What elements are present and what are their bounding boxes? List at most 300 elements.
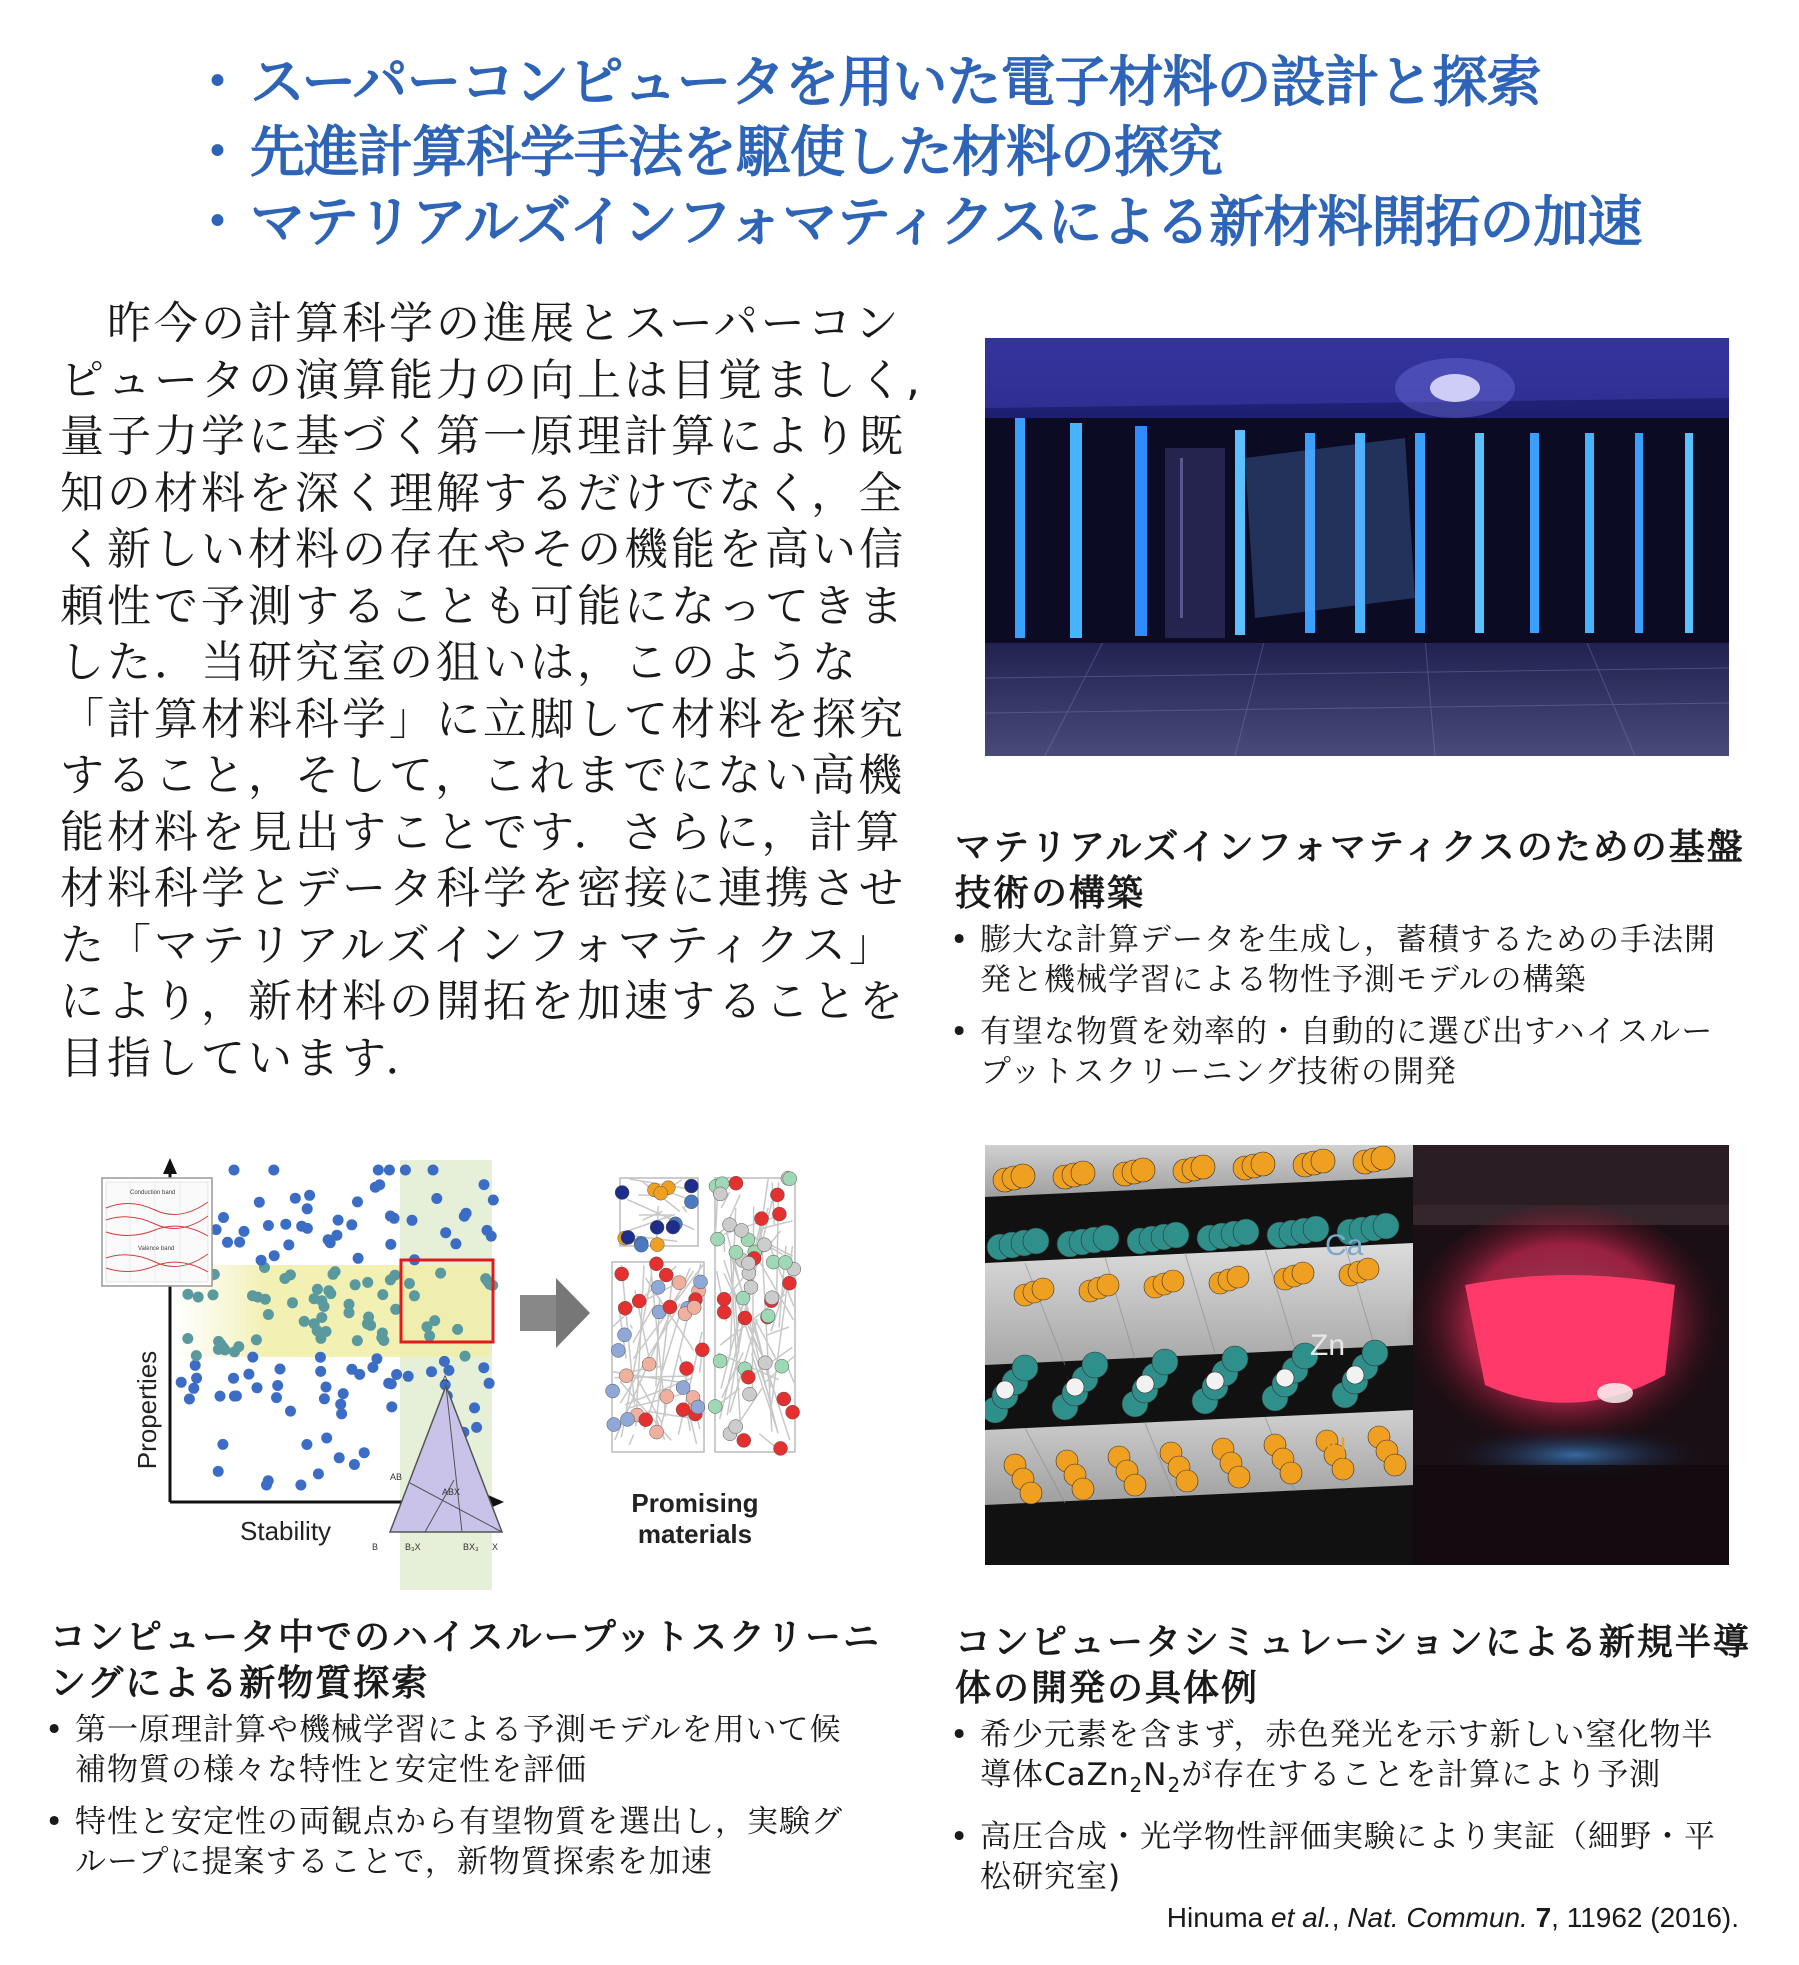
- section-title-line: 技術の構築: [955, 873, 1146, 914]
- list-item: [45, 1710, 905, 1790]
- ca-atom: [1012, 1355, 1038, 1381]
- scatter-point: [334, 1452, 345, 1463]
- scatter-point: [309, 1293, 320, 1304]
- section-title-line: マテリアルズインフォマティクスのための基盤: [955, 827, 1745, 868]
- scatter-point: [217, 1439, 228, 1450]
- n-atom: [1227, 1266, 1249, 1288]
- bullet-marker: •: [950, 1014, 970, 1050]
- scatter-point: [299, 1316, 310, 1327]
- element-label-zn: Zn: [1310, 1329, 1346, 1362]
- scatter-point: [263, 1475, 274, 1486]
- atom: [607, 1418, 621, 1432]
- scatter-point: [321, 1433, 332, 1444]
- scatter-point: [252, 1382, 263, 1393]
- scatter-point: [431, 1193, 442, 1204]
- intro-line: た「マテリアルズインフォマティクス」: [60, 919, 896, 971]
- scatter-point: [352, 1335, 363, 1346]
- intro-line: により，新材料の開拓を加速することを: [60, 976, 906, 1027]
- scatter-point: [471, 1422, 482, 1433]
- scatter-point: [403, 1371, 414, 1382]
- scatter-point: [389, 1213, 400, 1224]
- headline-bullet: ・: [190, 190, 245, 254]
- scatter-point: [404, 1278, 415, 1289]
- scatter-point: [428, 1165, 439, 1176]
- formula-subscript: 2: [1129, 1773, 1144, 1798]
- intro-line: 材料科学とデータ科学を密接に連携させ: [60, 863, 906, 914]
- element-label-n: N: [1325, 1432, 1347, 1465]
- atom: [777, 1392, 791, 1406]
- scatter-point: [391, 1369, 402, 1380]
- inset-label: Conduction band: [130, 1190, 176, 1196]
- ternary-label: ABX: [442, 1487, 461, 1497]
- right-arrow-icon: [520, 1278, 590, 1348]
- n-atom: [1124, 1474, 1146, 1496]
- scatter-point: [215, 1391, 226, 1402]
- atom: [765, 1291, 779, 1305]
- bullet-marker: •: [950, 922, 970, 958]
- ca-atom: [1362, 1340, 1388, 1366]
- scatter-point: [479, 1179, 490, 1190]
- n-atom: [1371, 1146, 1395, 1170]
- ca-atom: [1233, 1219, 1259, 1245]
- n-atom: [1311, 1149, 1335, 1173]
- scatter-point: [377, 1289, 388, 1300]
- atom: [684, 1179, 698, 1193]
- scatter-point: [302, 1223, 313, 1234]
- atom: [649, 1257, 663, 1271]
- n-atom: [1162, 1270, 1184, 1292]
- scatter-point: [384, 1165, 395, 1176]
- bullet-marker: •: [950, 1717, 970, 1753]
- scatter-point: [422, 1321, 433, 1332]
- headline-1: [190, 38, 1541, 117]
- scatter-point: [228, 1373, 239, 1384]
- zn-atom: [1346, 1366, 1364, 1384]
- bond: [633, 1306, 654, 1343]
- scatter-point: [208, 1289, 219, 1300]
- scatter-point: [213, 1466, 224, 1477]
- scatter-point: [336, 1408, 347, 1419]
- atom: [619, 1369, 633, 1383]
- supercomputer-illustration: [985, 338, 1729, 756]
- bond: [759, 1434, 774, 1446]
- scatter-point: [346, 1219, 357, 1230]
- scatter-point: [287, 1297, 298, 1308]
- scatter-point: [450, 1238, 461, 1249]
- atom: [621, 1412, 635, 1426]
- n-atom: [1292, 1262, 1314, 1284]
- bullet-line: 希少元素を含まず，赤色発光を示す新しい窒化物半: [980, 1717, 1714, 1753]
- scatter-point: [268, 1165, 279, 1176]
- intro-line: すること，そして，これまでにない高機: [60, 750, 906, 801]
- scatter-point: [263, 1220, 274, 1231]
- zn-atom: [1136, 1375, 1154, 1393]
- section-title-line: 体の開発の具体例: [955, 1668, 1260, 1709]
- headline-text: 先進計算科学手法を駆使した材料の探究: [250, 120, 1223, 184]
- atom: [758, 1356, 772, 1370]
- ca-atom: [1222, 1346, 1248, 1372]
- headline-2: [190, 108, 1222, 187]
- bullet-marker: •: [950, 1819, 970, 1856]
- scatter-point: [254, 1197, 265, 1208]
- scatter-point: [325, 1288, 336, 1299]
- bullet-line: 高圧合成・光学物性評価実験により実証（細野・平: [980, 1819, 1716, 1856]
- scatter-point: [219, 1344, 230, 1355]
- scatter-point: [335, 1399, 346, 1410]
- atom: [676, 1403, 690, 1417]
- headline-3: [190, 178, 1641, 257]
- crystal-emission-figure: [985, 1145, 1729, 1565]
- atom: [618, 1301, 632, 1315]
- scatter-point: [478, 1362, 489, 1373]
- scatter-point: [271, 1392, 282, 1403]
- bullet-list-screening: [45, 1710, 905, 1894]
- scatter-point: [371, 1353, 382, 1364]
- atom: [708, 1400, 722, 1414]
- atom: [694, 1275, 708, 1289]
- scatter-point: [251, 1334, 262, 1345]
- intro-line: 知の材料を深く理解するだけでなく，全: [60, 467, 906, 519]
- scatter-point: [190, 1360, 201, 1371]
- scatter-point: [352, 1196, 363, 1207]
- scatter-point: [313, 1468, 324, 1479]
- scatter-point: [193, 1292, 204, 1303]
- red-emission-photo: [1405, 1145, 1729, 1565]
- scatter-point: [362, 1277, 373, 1288]
- scatter-point: [234, 1237, 245, 1248]
- list-item: [950, 1817, 1750, 1897]
- atom: [621, 1230, 635, 1244]
- formula-subscript: 2: [1167, 1773, 1182, 1798]
- atom: [729, 1245, 743, 1259]
- scatter-point: [247, 1352, 258, 1363]
- intro-line: 昨今の計算科学の進展とスーパーコン: [60, 298, 902, 349]
- atom: [738, 1311, 752, 1325]
- atom: [687, 1300, 701, 1314]
- bullet-line: 膨大な計算データを生成し，蓄積するための手法開: [980, 922, 1716, 958]
- screening-figure: [90, 1150, 890, 1600]
- intro-line: 量子力学に基づく第一原理計算により既: [60, 411, 906, 462]
- ternary-label: X: [492, 1542, 499, 1552]
- atom: [735, 1223, 749, 1237]
- crystal-emission-illustration: [985, 1145, 1729, 1565]
- atom: [782, 1276, 796, 1290]
- section-title-line: コンピュータ中でのハイスループットスクリーニ: [50, 1617, 881, 1658]
- section-title-line: ングによる新物質探索: [50, 1663, 430, 1704]
- ca-atom: [1082, 1352, 1108, 1378]
- scatter-point: [191, 1350, 202, 1361]
- scatter-point: [315, 1366, 326, 1377]
- atom: [618, 1328, 632, 1342]
- ternary-label: BX₃: [463, 1542, 479, 1552]
- scatter-point: [229, 1391, 240, 1402]
- atom: [695, 1343, 709, 1357]
- atom: [743, 1387, 757, 1401]
- n-atom: [1384, 1454, 1406, 1476]
- intro-line: 「計算材料科学」に立脚して材料を探究: [60, 693, 906, 745]
- scatter-point: [229, 1165, 240, 1176]
- ternary-label: B₃X: [405, 1542, 421, 1552]
- scatter-point: [359, 1447, 370, 1458]
- citation-rest: , 11962 (2016).: [1551, 1902, 1739, 1933]
- atom: [717, 1305, 731, 1319]
- list-item: [950, 1012, 1750, 1092]
- atom: [606, 1384, 620, 1398]
- atom: [713, 1187, 727, 1201]
- atom: [639, 1413, 653, 1427]
- formula-prefix: 導体CaZn: [980, 1757, 1130, 1793]
- atom: [650, 1425, 664, 1439]
- atom: [755, 1212, 769, 1226]
- scatter-point: [176, 1377, 187, 1388]
- scatter-point: [279, 1273, 290, 1284]
- ca-atom: [1093, 1225, 1119, 1251]
- n-atom: [1251, 1152, 1275, 1176]
- atom: [772, 1207, 786, 1221]
- bond: [752, 1207, 753, 1391]
- atom: [672, 1276, 686, 1290]
- ca-atom: [1152, 1349, 1178, 1375]
- scatter-point: [426, 1366, 437, 1377]
- y-axis-arrow-icon: [163, 1158, 177, 1174]
- intro-paragraph: [60, 296, 923, 1087]
- atom: [650, 1238, 664, 1252]
- n-atom: [1176, 1470, 1198, 1492]
- intro-line: 能材料を見出すことです．さらに，計算: [60, 806, 903, 858]
- scatter-point: [353, 1253, 364, 1264]
- atom: [660, 1390, 674, 1404]
- n-atom: [1228, 1466, 1250, 1488]
- bond: [629, 1435, 633, 1446]
- atom: [786, 1405, 800, 1419]
- n-atom: [1071, 1161, 1095, 1185]
- scatter-point: [243, 1369, 254, 1380]
- scatter-point: [370, 1182, 381, 1193]
- scatter-point: [484, 1378, 495, 1389]
- n-atom: [1191, 1155, 1215, 1179]
- scatter-point: [304, 1190, 315, 1201]
- scatter-point: [344, 1299, 355, 1310]
- bullet-line: 松研究室): [980, 1859, 1122, 1896]
- n-atom: [1011, 1164, 1035, 1188]
- scatter-point: [440, 1227, 451, 1238]
- citation-etal: et al.: [1271, 1902, 1332, 1933]
- bullet-marker: •: [45, 1712, 65, 1748]
- scatter-point: [275, 1364, 286, 1375]
- scatter-point: [239, 1226, 250, 1237]
- ca-atom: [1163, 1222, 1189, 1248]
- atom: [737, 1433, 751, 1447]
- scatter-point: [263, 1309, 274, 1320]
- intro-line: した．当研究室の狙いは，このような: [60, 637, 859, 688]
- atom: [757, 1238, 771, 1252]
- intro-line: ピュータの演算能力の向上は目覚ましく,: [60, 354, 923, 406]
- promising-label: Promising: [631, 1488, 759, 1518]
- citation-authors: Hinuma: [1166, 1902, 1272, 1933]
- headline-text: マテリアルズインフォマティクスによる新材料開拓の加速: [250, 190, 1642, 254]
- list-item: [950, 1715, 1750, 1805]
- scatter-point: [285, 1406, 296, 1417]
- n-atom: [1097, 1274, 1119, 1296]
- headline-bullet: ・: [190, 120, 245, 184]
- atom: [729, 1420, 743, 1434]
- citation-volume: 7: [1535, 1902, 1552, 1933]
- scatter-point: [191, 1373, 202, 1384]
- scatter-point: [247, 1290, 258, 1301]
- ternary-label: A: [442, 1374, 449, 1384]
- atom: [676, 1381, 690, 1395]
- atom: [659, 1268, 673, 1282]
- zn-atom: [1276, 1369, 1294, 1387]
- formula-suffix: が存在することを計算により予測: [1181, 1757, 1662, 1793]
- element-label-ca: Ca: [1325, 1229, 1364, 1262]
- crystal-structures: [606, 1171, 801, 1455]
- scatter-point: [295, 1480, 306, 1491]
- scatter-point: [302, 1203, 313, 1214]
- headline-text: スーパーコンピュータを用いた電子材料の設計と探索: [250, 50, 1541, 114]
- scatter-point: [373, 1165, 384, 1176]
- atom: [741, 1370, 755, 1384]
- bond: [630, 1325, 633, 1329]
- scatter-point: [409, 1290, 420, 1301]
- scatter-point: [338, 1388, 349, 1399]
- list-item: [45, 1802, 905, 1882]
- section-title-screening: [50, 1615, 881, 1707]
- atom: [654, 1186, 668, 1200]
- zn-atom: [1206, 1372, 1224, 1390]
- ca-atom: [1373, 1213, 1399, 1239]
- scatter-point: [312, 1325, 323, 1336]
- scatter-point: [182, 1289, 193, 1300]
- formula-mid: N: [1143, 1757, 1168, 1793]
- bullet-line-formula: [980, 1755, 1750, 1805]
- citation-journal: Nat. Commun.: [1347, 1902, 1528, 1933]
- bullet-marker: •: [45, 1804, 65, 1840]
- scatter-point: [182, 1333, 193, 1344]
- intro-line: 頼性で予測することも可能になってきま: [60, 580, 906, 632]
- scatter-point: [486, 1231, 497, 1242]
- atom: [691, 1400, 705, 1414]
- bullet-line: ループに提案することで，新物質探索を加速: [75, 1844, 713, 1880]
- atom: [729, 1176, 743, 1190]
- bullet-line: 特性と安定性の両観点から有望物質を選出し，実験グ: [75, 1804, 843, 1840]
- atom: [711, 1232, 725, 1246]
- promising-label: materials: [637, 1519, 753, 1549]
- scatter-point: [301, 1439, 312, 1450]
- atom: [684, 1195, 698, 1209]
- scatter-point: [315, 1352, 326, 1363]
- scatter-point: [290, 1193, 301, 1204]
- scatter-point: [386, 1401, 397, 1412]
- citation: Hinuma et al., Nat. Commun. 7, 11962 (2016).: [1166, 1902, 1739, 1933]
- atom: [775, 1359, 789, 1373]
- section-title-line: コンピュータシミュレーションによる新規半導: [955, 1622, 1751, 1663]
- zn-atom: [1066, 1378, 1084, 1396]
- atom: [783, 1172, 797, 1186]
- scatter-point: [280, 1219, 291, 1230]
- atom: [634, 1238, 648, 1252]
- bullet-line: 補物質の様々な特性と安定性を評価: [75, 1752, 587, 1788]
- section-title-semiconductor: [955, 1620, 1751, 1712]
- atom: [742, 1256, 756, 1270]
- zn-atom: [996, 1381, 1014, 1399]
- n-atom: [1020, 1482, 1042, 1504]
- ca-atom: [1023, 1228, 1049, 1254]
- bullet-line: 第一原理計算や機械学習による予測モデルを用いて候: [75, 1712, 842, 1748]
- atom: [611, 1343, 625, 1357]
- scatter-point: [383, 1378, 394, 1389]
- atom: [774, 1441, 788, 1455]
- ternary-label: B: [372, 1542, 379, 1552]
- scatter-point: [330, 1266, 341, 1277]
- atom: [761, 1309, 775, 1323]
- atom: [651, 1280, 665, 1294]
- scatter-point: [452, 1324, 463, 1335]
- scatter-point: [319, 1393, 330, 1404]
- scatter-point: [350, 1279, 361, 1290]
- scatter-point: [188, 1383, 199, 1394]
- band-structure-inset: [102, 1178, 212, 1286]
- section-title-mi: [955, 825, 1745, 917]
- x-axis-label: Stability: [240, 1516, 332, 1546]
- atom: [770, 1188, 784, 1202]
- bullet-line: 発と機械学習による物性予測モデルの構築: [980, 962, 1587, 998]
- bullet-list-mi: [950, 920, 1750, 1104]
- atom: [615, 1186, 629, 1200]
- scatter-point: [233, 1341, 244, 1352]
- scatter-point: [378, 1335, 389, 1346]
- n-atom: [1072, 1478, 1094, 1500]
- scatter-point: [365, 1320, 376, 1331]
- atom: [632, 1294, 646, 1308]
- scatter-point: [385, 1239, 396, 1250]
- scatter-point: [435, 1268, 446, 1279]
- scatter-point: [272, 1380, 283, 1391]
- scatter-point: [488, 1195, 499, 1206]
- inset-label: Valence band: [138, 1246, 175, 1252]
- atom: [666, 1220, 680, 1234]
- scatter-point: [385, 1274, 396, 1285]
- atom: [650, 1220, 664, 1234]
- scatter-point: [222, 1237, 233, 1248]
- atom: [642, 1357, 656, 1371]
- scatter-point: [184, 1394, 195, 1405]
- supercomputer-photo: [985, 338, 1729, 756]
- bond: [788, 1368, 794, 1382]
- n-atom: [1032, 1278, 1054, 1300]
- scatter-point: [400, 1165, 411, 1176]
- ternary-label: AB: [390, 1472, 403, 1482]
- scatter-point: [354, 1369, 365, 1380]
- y-axis-label: Properties: [132, 1350, 162, 1470]
- scatter-point: [256, 1255, 267, 1266]
- scatter-point: [321, 1382, 332, 1393]
- atom: [663, 1300, 677, 1314]
- bullet-line: 有望な物質を効率的・自動的に選び出すハイスルー: [980, 1014, 1714, 1050]
- bond: [638, 1195, 649, 1196]
- n-atom: [1280, 1462, 1302, 1484]
- headline-bullet: ・: [190, 50, 245, 114]
- intro-line: く新しい材料の存在やその機能を高い信: [60, 524, 906, 575]
- atom: [713, 1354, 727, 1368]
- bullet-list-semiconductor: [950, 1715, 1750, 1909]
- list-item: [950, 920, 1750, 1000]
- scatter-point: [460, 1351, 471, 1362]
- scatter-point: [325, 1237, 336, 1248]
- scatter-point: [349, 1459, 360, 1470]
- atom: [778, 1255, 792, 1269]
- scatter-point: [459, 1211, 470, 1222]
